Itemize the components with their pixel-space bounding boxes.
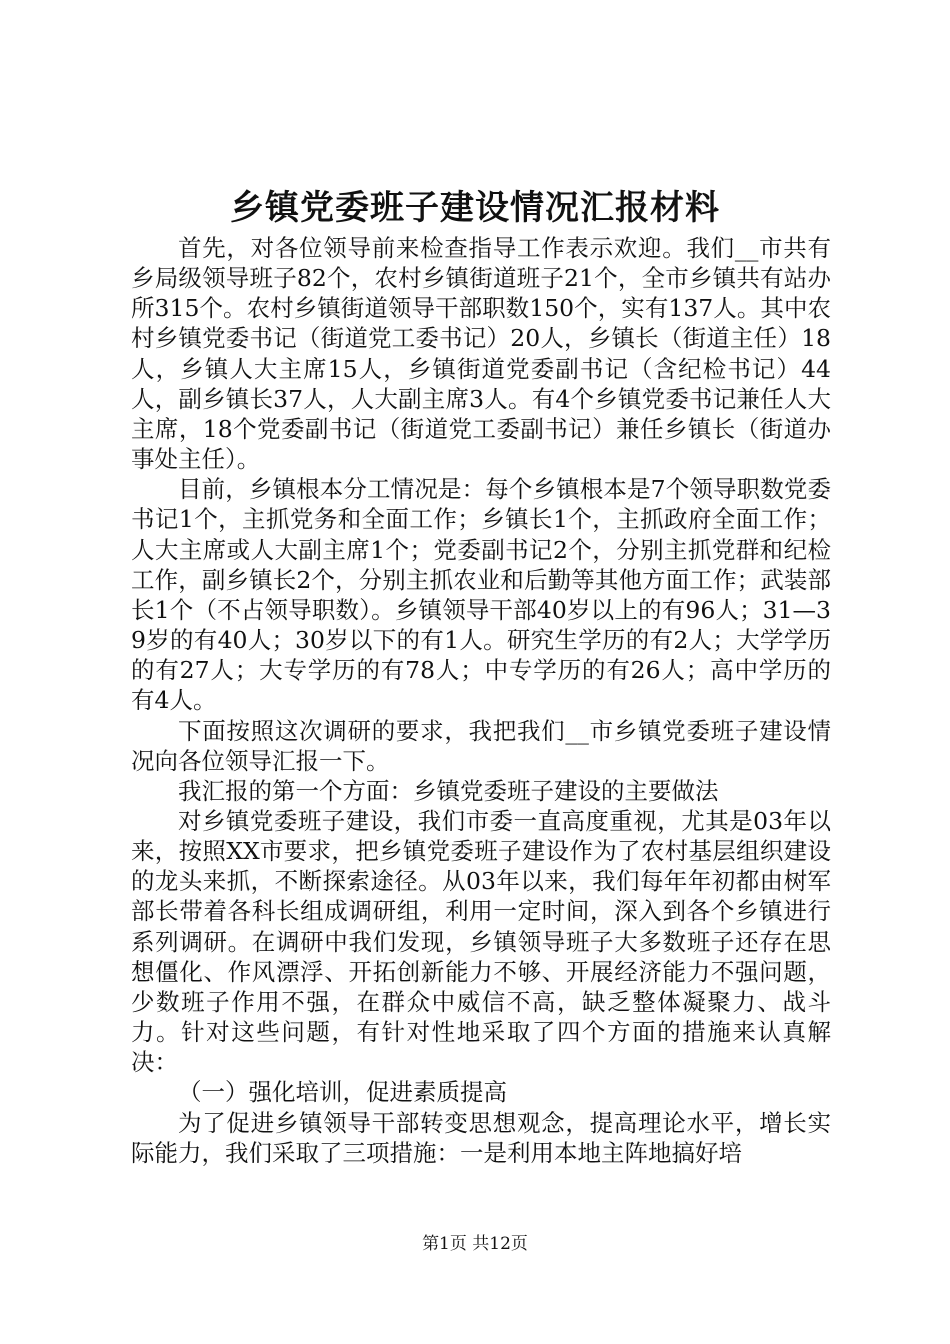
subsection-heading-training: （一）强化培训，促进素质提高 <box>178 1078 507 1107</box>
page-footer: 第1页 共12页 <box>422 1234 528 1254</box>
document-body <box>131 233 831 1168</box>
section-heading-first-aspect: 我汇报的第一个方面：乡镇党委班子建设的主要做法 <box>178 776 719 805</box>
paragraph-division-of-work: 目前，乡镇根本分工情况是：每个乡镇根本是7个领导职数党委书记1个，主抓党务和全面工作；乡镇长1个，主抓政府全面工作；人大主席或人大副主席1个；党委副书记2个，分别主抓党群和纪检工作，副乡镇长2个，分别主抓农业和后勤等其他方面工作；武装部长1个（不占领导职数）。乡镇领导干部40岁以上的有96人；31—39岁的有40人；30岁以下的有1人。研究生学历的有2人；大学学历的有27人；大专学历的有78人；中专学历的有26人；高中学历的有4人。 <box>131 475 831 715</box>
paragraph-intro: 首先，对各位领导前来检查指导工作表示欢迎。我们__市共有乡局级领导班子82个，农村乡镇街道班子21个，全市乡镇共有站办所315个。农村乡镇街道领导干部职数150个，实有137人。其中农村乡镇党委书记（街道党工委书记）20人，乡镇长（街道主任）18人，乡镇人大主席15人，乡镇街道党委副书记（含纪检书记）44人，副乡镇长37人，人大副主席3人。有4个乡镇党委书记兼任人大主席，18个党委副书记（街道党工委副书记）兼任乡镇长（街道办事处主任）。 <box>131 234 831 474</box>
paragraph-report-transition: 下面按照这次调研的要求，我把我们__市乡镇党委班子建设情况向各位领导汇报一下。 <box>131 716 831 775</box>
paragraph-training-measures: 为了促进乡镇领导干部转变思想观念，提高理论水平，增长实际能力，我们采取了三项措施：一是利用本地主阵地搞好培 <box>131 1108 831 1167</box>
paragraph-main-practices: 对乡镇党委班子建设，我们市委一直高度重视，尤其是03年以来，按照XX市要求，把乡镇党委班子建设作为了农村基层组织建设的龙头来抓，不断探索途径。从03年以来，我们每年年初都由树军部长带着各科长组成调研组，利用一定时间，深入到各个乡镇进行系列调研。在调研中我们发现，乡镇领导班子大多数班子还存在思想僵化、作风漂浮、开拓创新能力不够、开展经济能力不强问题，少数班子作用不强，在群众中威信不高，缺乏整体凝聚力、战斗力。针对这些问题，有针对性地采取了四个方面的措施来认真解决： <box>131 806 831 1077</box>
document-title: 乡镇党委班子建设情况汇报材料 <box>230 188 720 228</box>
